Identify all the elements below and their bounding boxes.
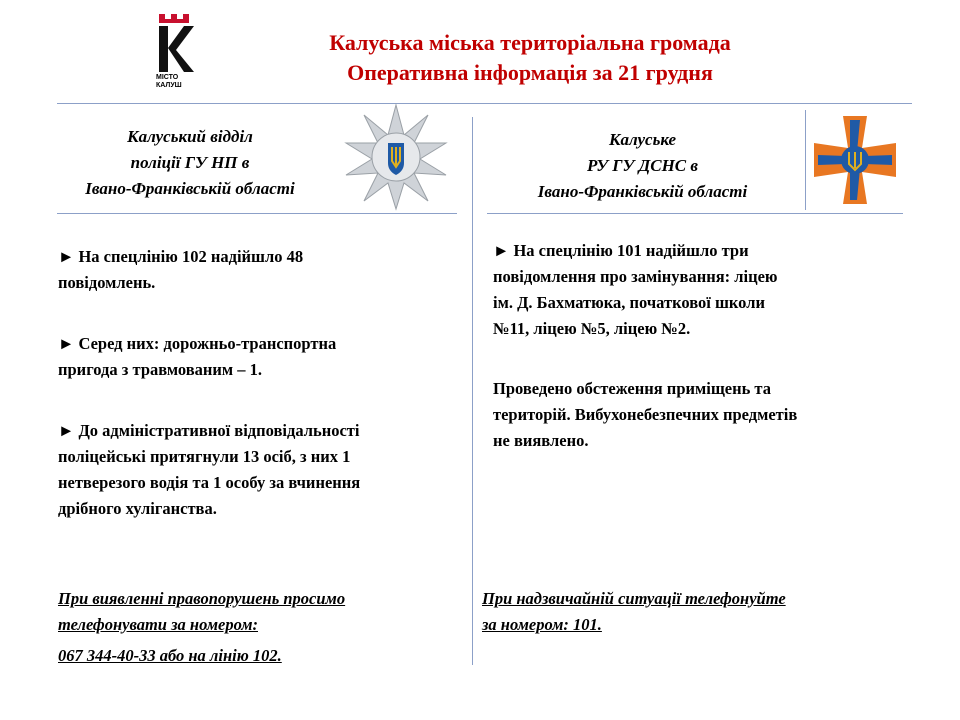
logo-caption-1: МІСТО [156,74,179,81]
logo-caption-2: КАЛУШ [156,82,182,89]
paragraph-line: дрібного хуліганства. [58,499,217,518]
police-paragraph-2 [58,331,458,383]
police-paragraph-1 [58,244,458,296]
police-footer [58,586,463,669]
police-heading [50,124,330,202]
city-logo [150,10,202,92]
paragraph-line: територій. Вибухонебезпечних предметів [493,405,798,424]
police-star-icon [342,103,450,211]
footer-line: за номером: 101. [482,615,602,634]
paragraph-line: Проведено обстеження приміщень та [493,379,771,398]
footer-line: телефонувати за номером: [58,615,258,634]
paragraph-line: №11, ліцею №5, ліцею №2. [493,319,691,338]
header-divider [57,103,912,104]
paragraph-line: пригода з травмованим – 1. [58,360,263,379]
dsns-cross-icon [806,110,904,210]
paragraph-line: ім. Д. Бахматюка, початкової школи [493,293,765,312]
footer-line: При виявленні правопорушень просимо [58,589,346,608]
column-divider [472,117,473,665]
paragraph-line: ► На спецлінію 101 надійшло три [493,241,749,260]
paragraph-line: повідомлення про замінування: ліцею [493,267,778,286]
dsns-emblem [805,110,904,210]
dsns-paragraph-1 [493,238,903,342]
dsns-footer [482,586,902,638]
police-phone: 067 344-40-33 або на лінію 102. [58,646,282,665]
police-emblem [342,103,450,211]
police-paragraph-3 [58,418,463,522]
police-heading-line: Калуський відділ [127,127,253,146]
paragraph-line: не виявлено. [493,431,589,450]
paragraph-line: поліцейські притягнули 13 осіб, з них 1 [58,447,351,466]
dsns-heading-line: Івано-Франківській області [537,182,748,201]
dsns-heading-line: РУ ГУ ДСНС в [587,156,698,175]
footer-line: При надзвичайній ситуації телефонуйте [482,589,786,608]
page-title-line1: Калуська міська територіальна громада [329,30,731,55]
paragraph-line: ► Серед них: дорожньо-транспортна [58,334,337,353]
paragraph-line: нетверезого водія та 1 особу за вчинення [58,473,361,492]
police-heading-divider [57,213,457,214]
dsns-heading-divider [487,213,903,214]
dsns-paragraph-2 [493,376,903,454]
dsns-heading-line: Калуське [608,130,677,149]
police-heading-line: поліції ГУ НП в [130,153,250,172]
paragraph-line: ► До адміністративної відповідальності [58,421,360,440]
police-heading-line: Івано-Франківській області [85,179,295,198]
paragraph-line: повідомлень. [58,273,156,292]
dsns-heading [490,127,795,205]
page-title-line2: Оперативна інформація за 21 грудня [347,60,713,85]
paragraph-line: ► На спецлінію 102 надійшло 48 [58,247,304,266]
